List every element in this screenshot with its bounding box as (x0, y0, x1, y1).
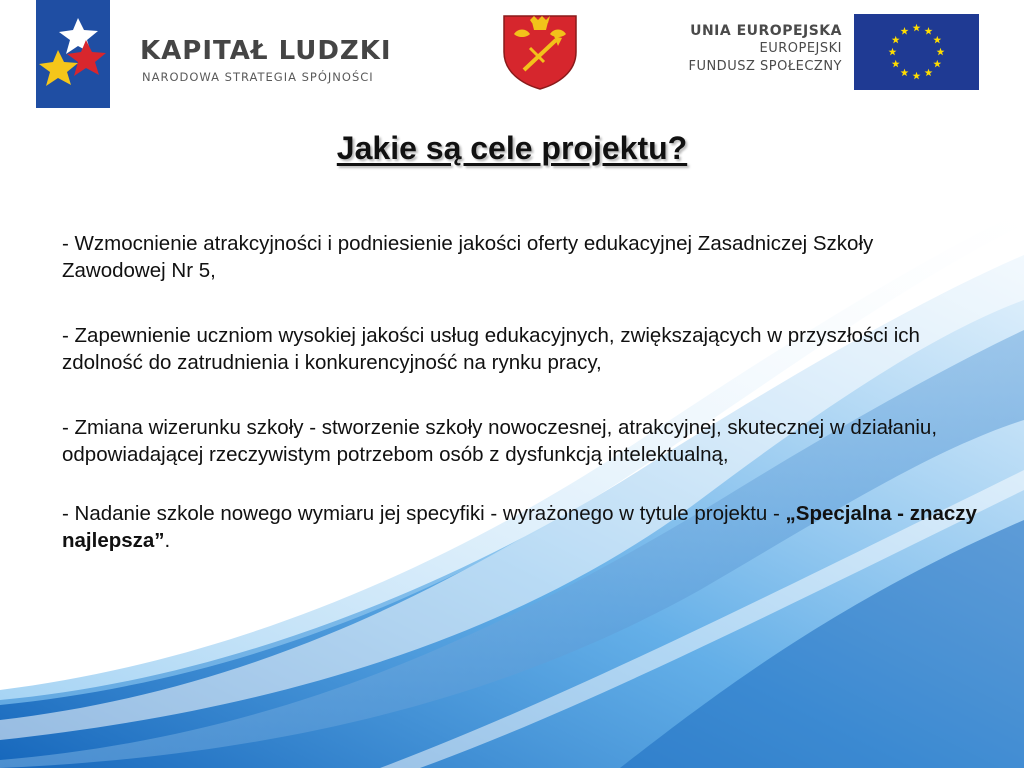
slide-title: Jakie są cele projektu? (336, 130, 688, 166)
kapital-ludzki-logo (36, 0, 426, 110)
goal-paragraph-1: - Wzmocnienie atrakcyjności i podniesienie jakości oferty edukacyjnej Zasadniczej Szkoły Zawodowej Nr 5, (62, 232, 874, 282)
project-name: „Specjalna - znaczy najlepsza” (62, 502, 977, 552)
eu-subtitle-2: FUNDUSZ SPOŁECZNY (688, 59, 842, 74)
eu-text-block (672, 22, 842, 76)
kapital-ludzki-logo-icon (36, 0, 110, 108)
goal-paragraph-4-text: - Nadanie szkole nowego wymiaru jej specyfiki - wyrażonego w tytule projektu - (62, 502, 786, 525)
goal-paragraph-3: - Zmiana wizerunku szkoły - stworzenie szkoły nowoczesnej, atrakcyjnej, skutecznej w działaniu, odpowiadającej rzeczywistym potrzebom osób z dysfunkcją intelektualną, (62, 416, 938, 466)
kapital-ludzki-subtitle: NARODOWA STRATEGIA SPÓJNOŚCI (142, 70, 374, 84)
eu-flag-icon (854, 14, 979, 90)
goal-paragraph-4-end: . (164, 529, 171, 552)
goal-paragraph-2: - Zapewnienie uczniom wysokiej jakości usług edukacyjnych, zwiększających w przyszłości ich zdolność do zatrudnienia i konkurencyjność na rynku pracy, (62, 324, 920, 374)
kapital-ludzki-title: KAPITAŁ LUDZKI (140, 36, 392, 66)
goal-paragraph-4 (62, 500, 982, 554)
eu-title: UNIA EUROPEJSKA (690, 23, 842, 39)
eu-subtitle-1: EUROPEJSKI (759, 41, 842, 56)
slide-content (62, 230, 982, 592)
coat-of-arms-icon (500, 14, 580, 90)
